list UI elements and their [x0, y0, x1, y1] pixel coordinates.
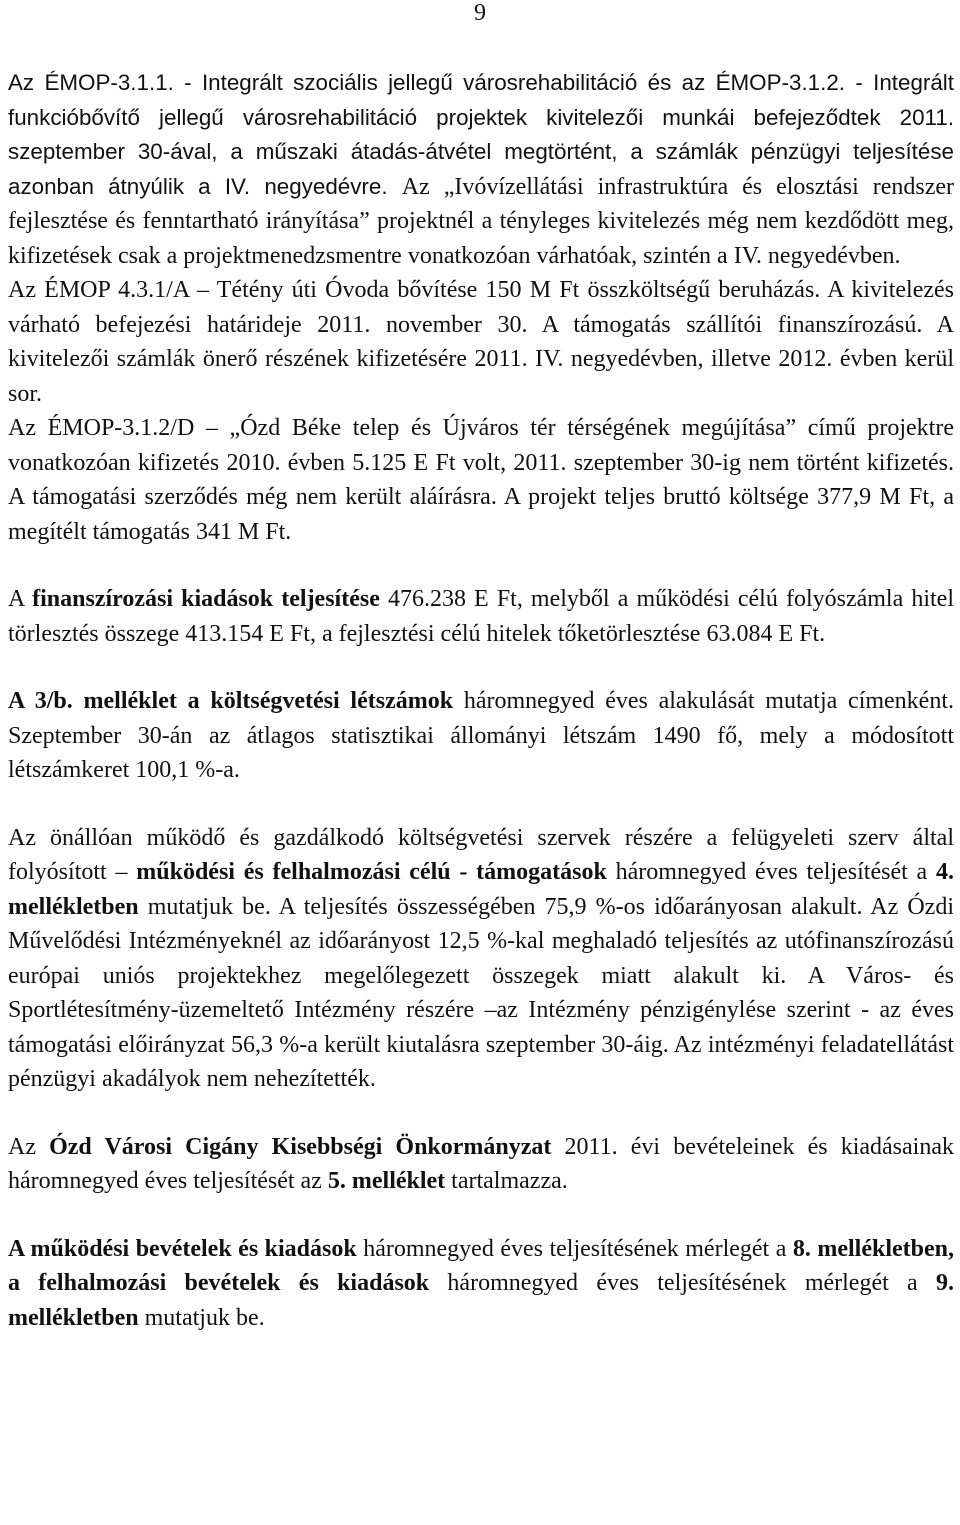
paragraph-gap	[8, 549, 954, 582]
paragraph-budget-organs	[8, 821, 954, 1097]
page-number: 9	[474, 0, 486, 26]
text-run: háromnegyed éves teljesítését a	[606, 859, 936, 885]
bold-run: 9. mellékletben	[8, 1270, 954, 1331]
text-run: 476.238 E Ft, melyből a működési célú folyószámla hitel törlesztés összege 413.154 E Ft, a fejlesztési célú hitelek tőketörlesztése 63.084 E Ft.	[8, 586, 954, 647]
bold-run: működési és felhalmozási célú - támogatások	[136, 859, 607, 885]
text-run: A	[8, 586, 33, 612]
paragraph-gap	[8, 1199, 954, 1232]
text-run: mutatjuk be.	[138, 1304, 265, 1331]
document-body	[8, 66, 954, 1335]
bold-run: 5. melléklet	[327, 1168, 446, 1194]
bold-run: finanszírozási kiadások teljesítése	[32, 586, 380, 612]
paragraph-text-serif: Az „Ivóvízellátási infrastruktúra és elosztási rendszer fejlesztése és fenntartható irányítása” projektnél a tényleges kivitelezés még nem kezdődött meg, kifizetések csak a projektmenedzsmentre vonatkozóan várhatóak, szintén a IV. negyedévben.	[8, 173, 954, 269]
paragraph-gap	[8, 1097, 954, 1130]
text-run: tartalmazza.	[445, 1168, 568, 1194]
text-run: Az	[8, 1133, 50, 1160]
text-run: háromnegyed éves teljesítésének mérlegét a	[356, 1235, 793, 1262]
text-run: 2011. évi bevételeinek és kiadásainak háromnegyed éves teljesítését az	[8, 1133, 954, 1194]
paragraph-finance-expenditure	[8, 582, 954, 651]
paragraph-minority-government	[8, 1130, 954, 1199]
paragraph-text: Az ÉMOP-3.1.1. - Integrált szociális jellegű városrehabilitáció és az ÉMOP-3.1.2. - Integrált funkcióbővítő jellegű városrehabilitáció projektek kivitelezői munkái befejeződtek 2011. szeptember 30-ával, a műszaki átadás-átvétel megtörtént, a számlák pénzügyi teljesítése azonban átnyúlik a IV. negyedévre.	[8, 70, 954, 199]
paragraph-emop-311-312	[8, 66, 954, 273]
bold-run: 4. mellékletben	[8, 859, 954, 920]
paragraph-emop-431a	[8, 273, 954, 411]
paragraph-text: Az ÉMOP-3.1.2/D – „Ózd Béke telep és Újváros tér térségének megújítása” című projektre vonatkozóan kifizetés 2010. évben 5.125 E Ft volt, 2011. szeptember 30-ig nem történt kifizetés. A támogatási szerződés még nem került aláírásra. A projekt teljes bruttó költsége 377,9 M Ft, a megítélt támogatás 341 M Ft.	[8, 415, 954, 545]
text-run: háromnegyed éves teljesítésének mérlegét a	[429, 1270, 936, 1296]
bold-run: Ózd Városi Cigány Kisebbségi Önkormányzat	[49, 1133, 552, 1160]
text-run: háromnegyed éves alakulását mutatja címenként. Szeptember 30-án az átlagos statisztikai állományi létszám 1490 fő, mely a módosított létszámkeret 100,1 %-a.	[8, 688, 955, 783]
bold-run: A működési bevételek és kiadások	[8, 1235, 357, 1262]
text-run: mutatjuk be. A teljesítés összességében 75,9 %-os időarányosan alakult. Az Ózdi Művelődési Intézményeknél az időarányost 12,5 %-kal meghaladó teljesítés az utófinanszírozású európai uniós projektekhez megelőlegezett összegek miatt alakult ki. A Város- és Sportlétesítmény-üzemeltető Intézmény részére –az Intézmény pénzigénylése szerint - az éves támogatási előirányzat 56,3 %-a került kiutalásra szeptember 30-áig. Az intézményi feladatellátást pénzügyi akadályok nem nehezítették.	[8, 893, 954, 1092]
paragraph-gap	[8, 788, 954, 821]
bold-run: 8. mellékletben, a felhalmozási bevételek és kiadások	[8, 1235, 954, 1296]
paragraph-operating-balance	[8, 1232, 954, 1336]
paragraph-headcount	[8, 684, 954, 788]
paragraph-gap	[8, 651, 954, 684]
text-run: Az önállóan működő és gazdálkodó költségvetési szervek részére a felügyeleti szerv által folyósított –	[8, 824, 954, 885]
paragraph-text: Az ÉMOP 4.3.1/A – Tétény úti Óvoda bővítése 150 M Ft összköltségű beruházás. A kivitelezés várható befejezési határideje 2011. november 30. A támogatás szállítói finanszírozású. A kivitelezői számlák önerő részének kifizetésére 2011. IV. negyedévben, illetve 2012. évben kerül sor.	[8, 277, 954, 407]
bold-run: A 3/b. melléklet a költségvetési létszámok	[8, 688, 454, 714]
paragraph-emop-312d	[8, 411, 954, 549]
